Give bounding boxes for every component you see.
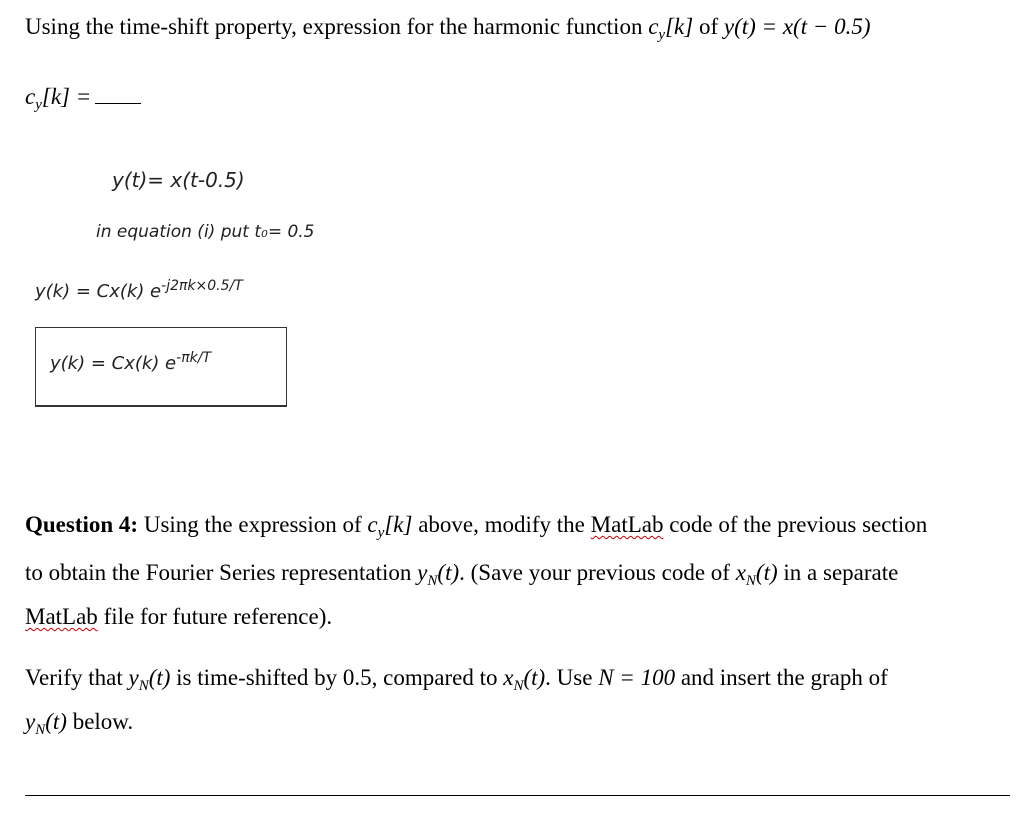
handwriting-line-3: y(k) = Cx(k) $e^{-j2\pi k\times 0.5/T}$ <box>35 278 243 302</box>
matlab-word: MatLab <box>25 604 98 629</box>
answer-line: $c_y[k]$ = <box>25 84 141 114</box>
prompt-line: Using the time-shift property, expression for the harmonic function $c_y[k]$ of y(t) = x(t − 0.5) <box>25 14 871 43</box>
matlab-word: MatLab <box>590 512 664 537</box>
question4-label: Question 4: <box>25 512 139 537</box>
handwriting-boxed-answer: y(k) = Cx(k) $e^{-\pi k/T}$ <box>50 350 211 374</box>
question4-line-3: MatLab file for future reference). <box>25 604 333 629</box>
question4-line-2: to obtain the Fourier Series representation $y_N(t)$. (Save your previous code of $x_N(t)$ in a separate <box>25 560 899 589</box>
question4-line-1: Question 4: Using the expression of $c_y[k]$ above, modify the MatLab code of the previous section <box>25 512 928 541</box>
answer-blank[interactable] <box>95 101 141 104</box>
verify-line-1: Verify that $y_N(t)$ is time-shifted by 0.5, compared to $x_N(t)$. Use N = 100 and insert the graph of <box>25 665 888 694</box>
verify-line-2: $y_N(t)$ below. <box>25 709 134 738</box>
handwriting-line-1: y(t)= x(t-0.5) <box>112 168 245 192</box>
answer-rule <box>25 795 1010 796</box>
prompt-equation: y(t) = x(t − 0.5) <box>723 14 871 39</box>
prompt-text: Using the time-shift property, expression for the harmonic function <box>25 14 649 39</box>
handwriting-line-2: in equation (i) put t₀= 0.5 <box>96 222 315 242</box>
